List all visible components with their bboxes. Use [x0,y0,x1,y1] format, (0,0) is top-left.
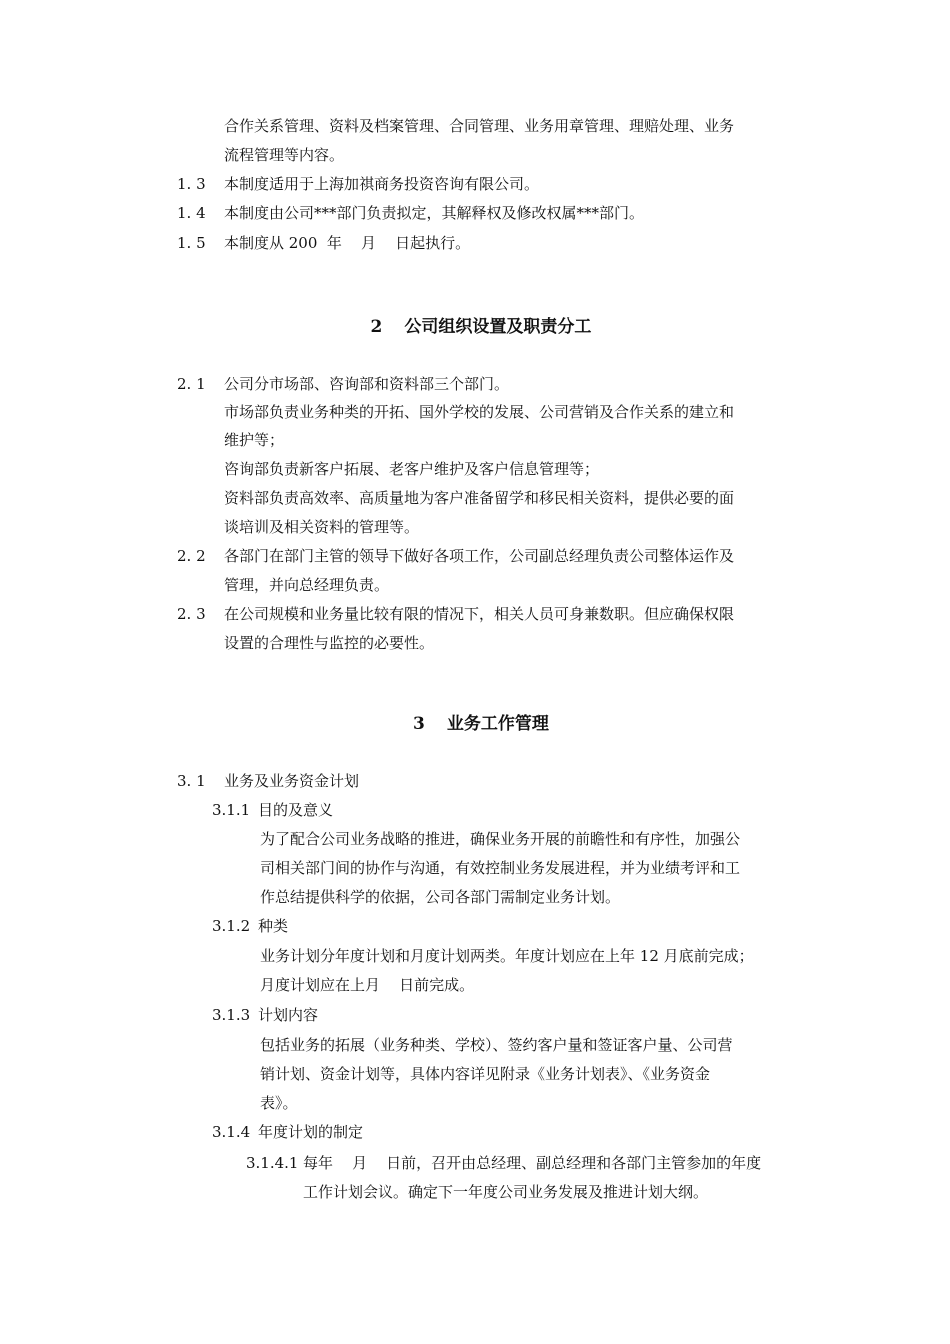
subclause-title: 年度计划的制定 [258,1123,364,1141]
clause-text: 销计划、资金计划等，具体内容详见附录《业务计划表》、《业务资金 [260,1065,711,1083]
clause-text: 市场部负责业务种类的开拓、国外学校的发展、公司营销及合作关系的建立和 [224,403,735,421]
clause-text: 业务计划分年度计划和月度计划两类。年度计划应在上年 12 月底前完成； [260,947,754,965]
clause-text: 咨询部负责新客户拓展、老客户维护及客户信息管理等； [224,460,600,478]
section-heading [0,291,950,339]
subclause-title: 种类 [258,917,289,935]
clause-text: 作总结提供科学的依据，公司各部门需制定业务计划。 [260,888,621,906]
clause-text: 表》。 [260,1094,298,1112]
subclause-number: 3.1.4.1 [246,1154,299,1172]
clause-text: 工作计划会议。确定下一年度公司业务发展及推进计划大纲。 [303,1183,709,1201]
clause-number: 1. 3 [177,175,206,193]
clause-text: 各部门在部门主管的领导下做好各项工作，公司副总经理负责公司整体运作及 [224,547,735,565]
clause-text: 业务及业务资金计划 [224,772,360,790]
clause-text: 为了配合公司业务战略的推进，确保业务开展的前瞻性和有序性，加强公 [260,830,741,848]
subclause-number: 3.1.2 [212,917,251,935]
section-heading-number: 3 [413,714,425,734]
clause-text: 维护等； [224,431,285,449]
section-heading-number: 2 [370,317,383,337]
clause-text: 本制度从 200 年 月 日起执行。 [224,234,471,252]
clause-text: 公司分市场部、咨询部和资料部三个部门。 [224,375,510,393]
clause-text: 谈培训及相关资料的管理等。 [224,518,420,536]
clause-text: 设置的合理性与监控的必要性。 [224,634,435,652]
subclause-title: 目的及意义 [258,801,334,819]
subclause-number: 3.1.4 [212,1123,251,1141]
clause-text: 在公司规模和业务量比较有限的情况下，相关人员可身兼数职。但应确保权限 [224,605,735,623]
clause-number: 1. 5 [177,234,206,252]
section-heading [0,688,950,736]
section-heading-title: 公司组织设置及职责分工 [404,317,592,337]
section-heading-title: 业务工作管理 [446,714,549,734]
clause-number: 3. 1 [177,772,206,790]
clause-text: 本制度由公司***部门负责拟定，其解释权及修改权属***部门。 [224,204,645,222]
clause-text: 月度计划应在上月 日前完成。 [260,976,475,994]
subclause-number: 3.1.3 [212,1006,251,1024]
clause-text: 包括业务的拓展（业务种类、学校）、签约客户量和签证客户量、公司营 [260,1036,733,1054]
clause-number: 2. 1 [177,375,206,393]
clause-text: 司相关部门间的协作与沟通，有效控制业务发展进程，并为业绩考评和工 [260,859,741,877]
paragraph-line: 流程管理等内容。 [224,146,345,164]
clause-text: 资料部负责高效率、高质量地为客户准备留学和移民相关资料，提供必要的面 [224,489,735,507]
clause-text: 管理，并向总经理负责。 [224,576,390,594]
paragraph-line: 合作关系管理、资料及档案管理、合同管理、业务用章管理、理赔处理、业务 [224,117,735,135]
clause-number: 1. 4 [177,204,206,222]
clause-number: 2. 3 [177,605,206,623]
subclause-title: 计划内容 [258,1006,319,1024]
clause-text: 本制度适用于上海加祺商务投资咨询有限公司。 [224,175,540,193]
clause-text: 每年 月 日前，召开由总经理、副总经理和各部门主管参加的年度 [303,1154,762,1172]
subclause-number: 3.1.1 [212,801,251,819]
clause-number: 2. 2 [177,547,206,565]
